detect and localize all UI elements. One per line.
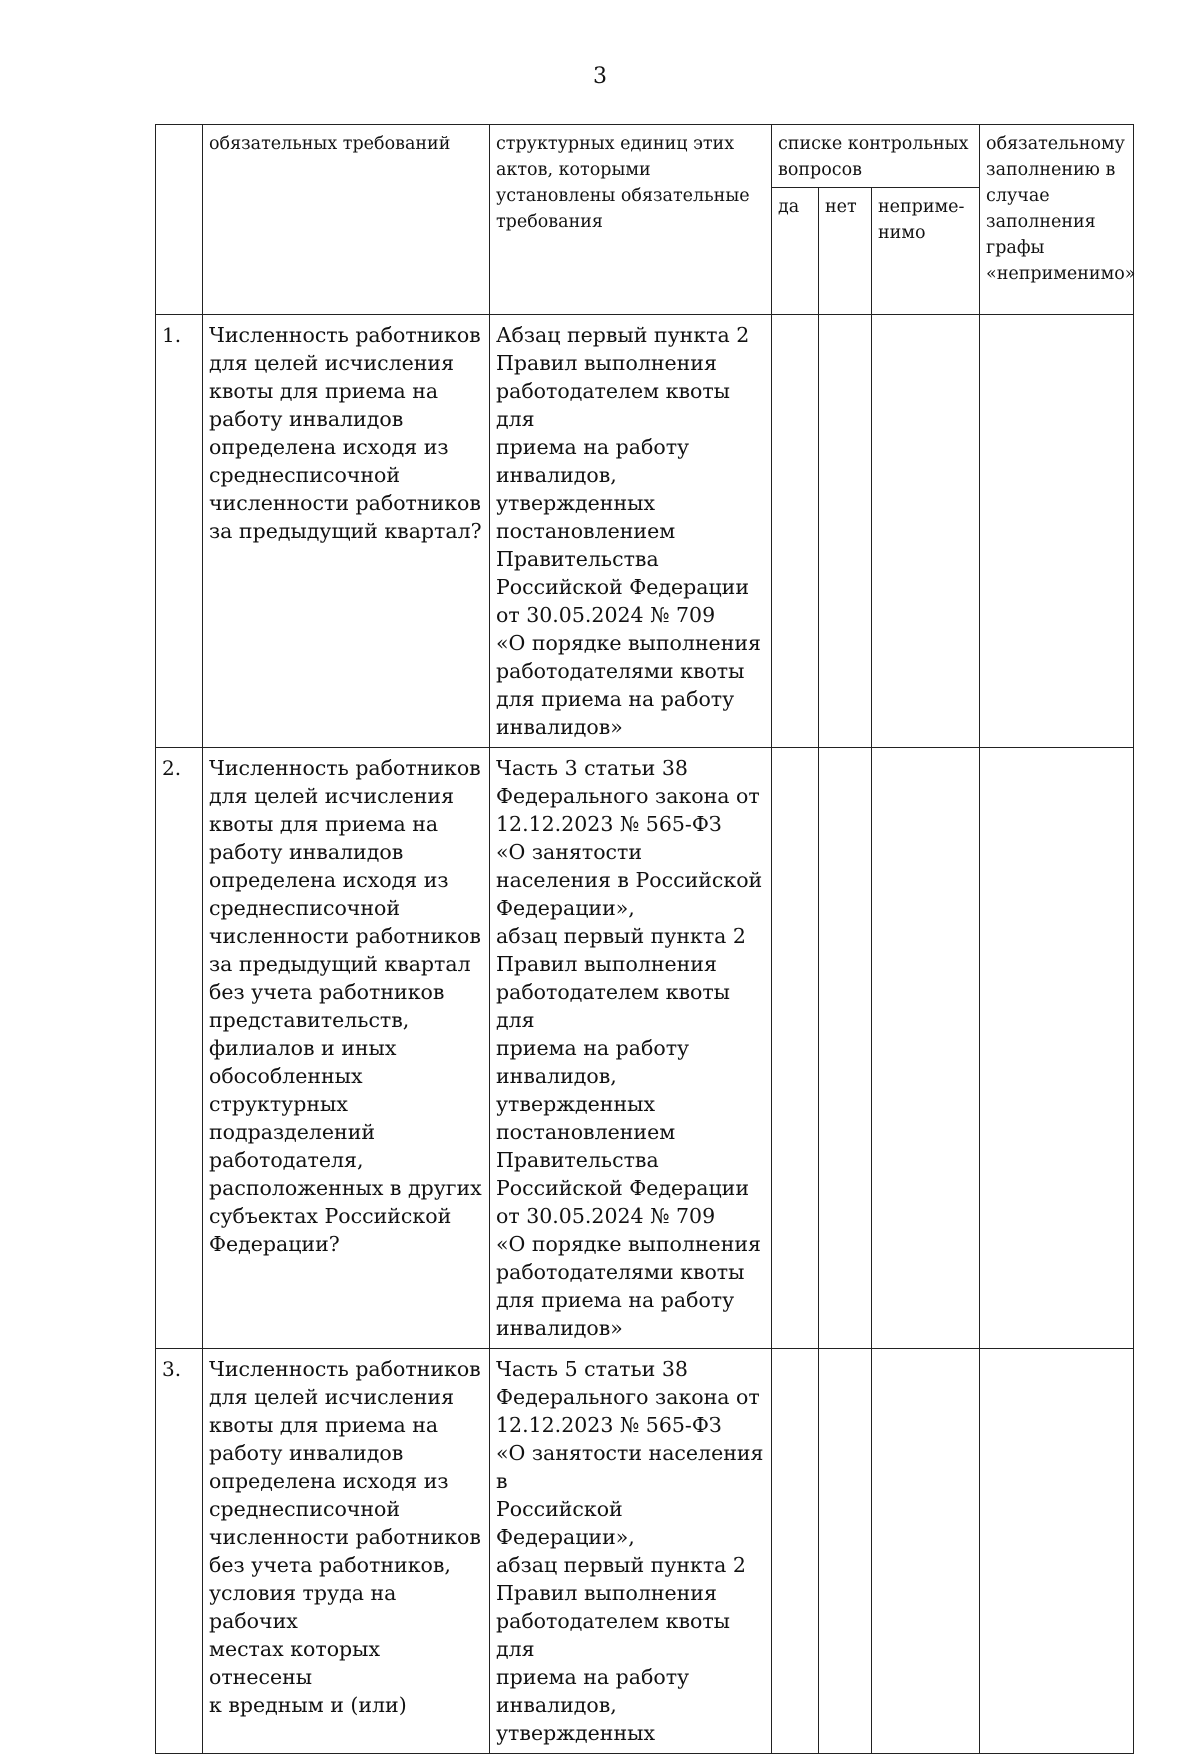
table-row — [156, 748, 1134, 1349]
row-num-cell — [156, 748, 203, 1349]
header-requirements-cell — [203, 125, 490, 315]
answer-yes-cell[interactable] — [772, 315, 819, 748]
answer-na-cell[interactable] — [872, 315, 980, 748]
header-acts: структурных единиц этих актов, которыми установлены обязательные требования — [496, 134, 750, 232]
row-number: 3. — [162, 1357, 182, 1381]
header-answers: списке контрольных вопросов — [778, 134, 969, 180]
header-num-cell — [156, 125, 203, 315]
row-question-cell — [203, 748, 490, 1349]
header-no-cell — [819, 188, 872, 315]
header-acts-cell — [490, 125, 772, 315]
answer-yes-cell[interactable] — [772, 748, 819, 1349]
header-yes: да — [778, 197, 800, 217]
row-number: 1. — [162, 323, 182, 347]
checklist-table — [155, 124, 1134, 1754]
row-num-cell — [156, 315, 203, 748]
header-yes-cell — [772, 188, 819, 315]
header-note-cell — [980, 125, 1134, 315]
page-number: 3 — [593, 64, 607, 89]
row-question: Численность работников для целей исчисления квоты для приема на работу инвалидов определена исходя из среднесписочной численности работников за предыдущий квартал? — [209, 323, 482, 543]
header-row — [156, 125, 1134, 188]
answer-no-cell[interactable] — [819, 748, 872, 1349]
note-cell[interactable] — [980, 1349, 1134, 1754]
row-number: 2. — [162, 756, 182, 780]
header-na-cell — [872, 188, 980, 315]
row-reference: Абзац первый пункта 2 Правил выполнения работодателем квоты для приема на работу инвалидов, утвержденных постановлением Правительства Российской Федерации от 30.05.2024 № 709 «О порядке выполнения работодателями квоты для приема на работу инвалидов» — [496, 323, 761, 739]
answer-yes-cell[interactable] — [772, 1349, 819, 1754]
header-answers-cell — [772, 125, 980, 188]
row-reference-cell — [490, 748, 772, 1349]
row-question-cell — [203, 315, 490, 748]
row-reference-cell — [490, 315, 772, 748]
header-no: нет — [825, 197, 857, 217]
row-reference-cell — [490, 1349, 772, 1754]
note-cell[interactable] — [980, 748, 1134, 1349]
row-question: Численность работников для целей исчисления квоты для приема на работу инвалидов определена исходя из среднесписочной численности работников без учета работников, условия труда на рабочих местах которых отнесены к вредным и (или) — [209, 1357, 481, 1717]
row-reference: Часть 5 статьи 38 Федерального закона от 12.12.2023 № 565-ФЗ «О занятости населения в Российской Федерации», абзац первый пункта 2 Правил выполнения работодателем квоты для приема на работу инвалидов, утвержденных — [496, 1357, 764, 1745]
answer-na-cell[interactable] — [872, 748, 980, 1349]
table-row — [156, 315, 1134, 748]
table-row — [156, 1349, 1134, 1754]
answer-na-cell[interactable] — [872, 1349, 980, 1754]
row-num-cell — [156, 1349, 203, 1754]
answer-no-cell[interactable] — [819, 1349, 872, 1754]
row-question-cell — [203, 1349, 490, 1754]
header-not-applicable: непримe- нимо — [878, 197, 965, 243]
answer-no-cell[interactable] — [819, 315, 872, 748]
header-requirements: обязательных требований — [209, 134, 451, 154]
row-reference: Часть 3 статьи 38 Федерального закона от 12.12.2023 № 565-ФЗ «О занятости населения в Российской Федерации», абзац первый пункта 2 Правил выполнения работодателем квоты для приема на работу инвалидов, утвержденных постановлением Правительства Российской Федерации от 30.05.2024 № 709 «О порядке выполнения работодателями квоты для приема на работу инвалидов» — [496, 756, 763, 1340]
note-cell[interactable] — [980, 315, 1134, 748]
header-note: обязательному заполнению в случае заполнения графы «неприменимо» — [986, 134, 1136, 284]
row-question: Численность работников для целей исчисления квоты для приема на работу инвалидов определена исходя из среднесписочной численности работников за предыдущий квартал без учета работников представительств, филиалов и иных обособленных структурных подразделений работодателя, расположенных в других субъектах Российской Федерации? — [209, 756, 482, 1256]
